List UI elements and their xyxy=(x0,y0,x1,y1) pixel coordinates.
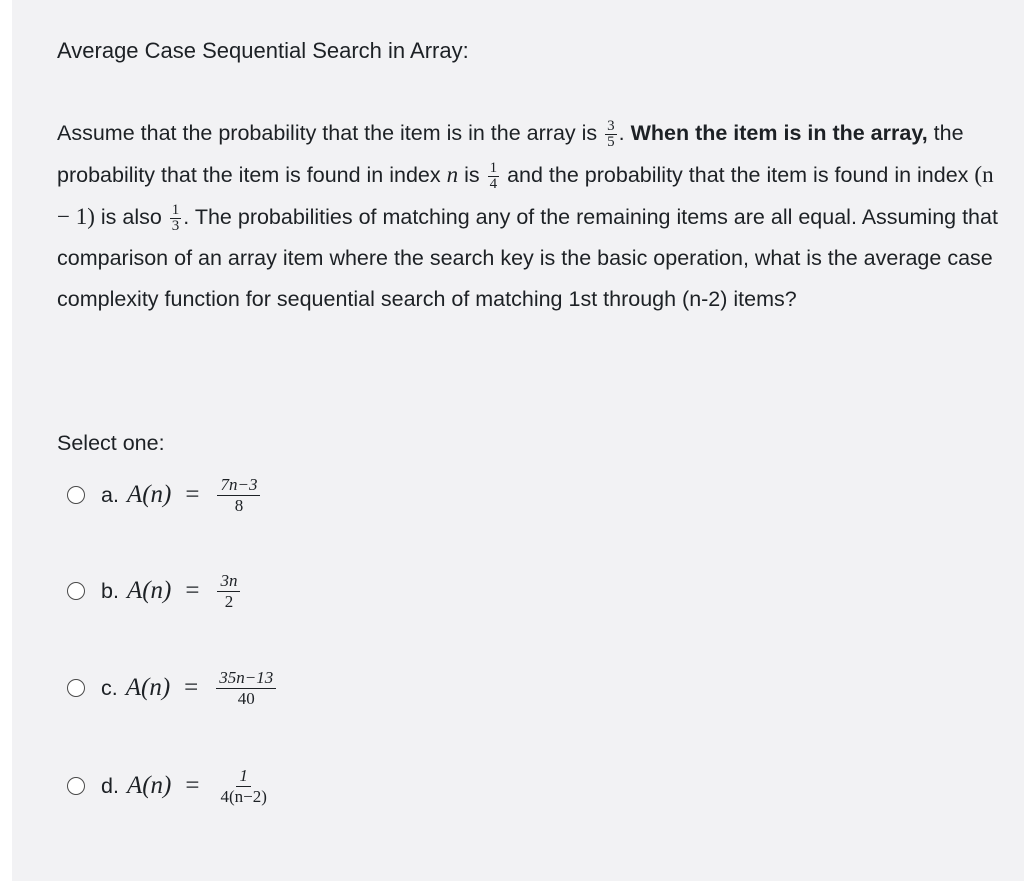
fraction-denominator: 4 xyxy=(489,175,498,192)
option-lhs xyxy=(126,674,170,702)
question-title: Average Case Sequential Search in Array: xyxy=(57,38,469,63)
option-lhs xyxy=(127,772,171,800)
math-variable-n: n xyxy=(446,162,459,187)
equals-sign: = xyxy=(184,674,199,701)
option-letter: d. xyxy=(101,773,119,798)
fraction-numerator: 1 xyxy=(171,201,180,218)
equals-sign: = xyxy=(185,481,200,508)
text-segment: and the probability that the item is found in index xyxy=(501,163,975,187)
fraction-denominator: 8 xyxy=(234,495,244,515)
lhs-text: A(n) xyxy=(126,577,172,604)
option-a[interactable] xyxy=(67,470,260,520)
option-letter: a. xyxy=(101,482,119,507)
fraction-three-fifths xyxy=(605,119,617,150)
math-expression-n-minus-1: (n − 1) xyxy=(57,162,994,229)
fraction-one-third xyxy=(170,203,182,234)
fraction-numerator: 1 xyxy=(236,766,251,787)
fraction-numerator: 3 xyxy=(607,117,615,134)
fraction-numerator: 1 xyxy=(489,159,498,176)
question-card xyxy=(12,0,1024,881)
radio-button-a[interactable] xyxy=(67,486,85,504)
fraction-denominator: 5 xyxy=(607,133,615,150)
fraction-denominator: 2 xyxy=(224,591,234,611)
lhs-text: A(n) xyxy=(126,772,172,799)
option-lhs xyxy=(127,577,171,605)
option-fraction xyxy=(217,475,260,516)
option-fraction xyxy=(217,571,240,612)
option-letter: b. xyxy=(101,578,119,603)
lhs-text: A(n) xyxy=(126,481,172,508)
radio-button-c[interactable] xyxy=(67,679,85,697)
option-d[interactable] xyxy=(67,761,270,811)
fraction-numerator: 35n−13 xyxy=(216,668,276,689)
option-lhs xyxy=(127,481,171,509)
option-fraction xyxy=(216,668,276,709)
equals-sign: = xyxy=(185,577,200,604)
fraction-numerator: 7n−3 xyxy=(217,475,260,496)
text-segment: . xyxy=(618,121,631,145)
select-one-label: Select one: xyxy=(57,431,165,455)
option-b[interactable] xyxy=(67,566,240,616)
text-segment: Assume that the probability that the item is in the array is xyxy=(57,121,604,145)
bold-phrase: When the item is in the array, xyxy=(630,121,928,145)
radio-button-d[interactable] xyxy=(67,777,85,795)
text-segment: . The probabilities of matching any of the remaining items are all equal. Assuming that comparison of an array item where the search key is the basic operation, what is the average case complexity function for sequential search of matching 1st through (n-2) items? xyxy=(57,205,998,311)
option-c[interactable] xyxy=(67,663,276,713)
option-letter: c. xyxy=(101,675,118,700)
fraction-denominator: 3 xyxy=(171,217,180,234)
fraction-numerator: 3n xyxy=(217,571,240,592)
text-segment: the probability that the item is found in index xyxy=(57,121,964,187)
equals-sign: = xyxy=(185,772,200,799)
option-fraction xyxy=(217,766,269,807)
question-text xyxy=(57,113,1007,320)
radio-button-b[interactable] xyxy=(67,582,85,600)
text-segment: is also xyxy=(94,205,168,229)
text-segment: is xyxy=(458,163,486,187)
fraction-denominator: 40 xyxy=(237,688,255,708)
fraction-one-fourth xyxy=(488,161,500,192)
fraction-denominator: 4(n−2) xyxy=(220,786,267,806)
lhs-text: A(n) xyxy=(125,674,171,701)
